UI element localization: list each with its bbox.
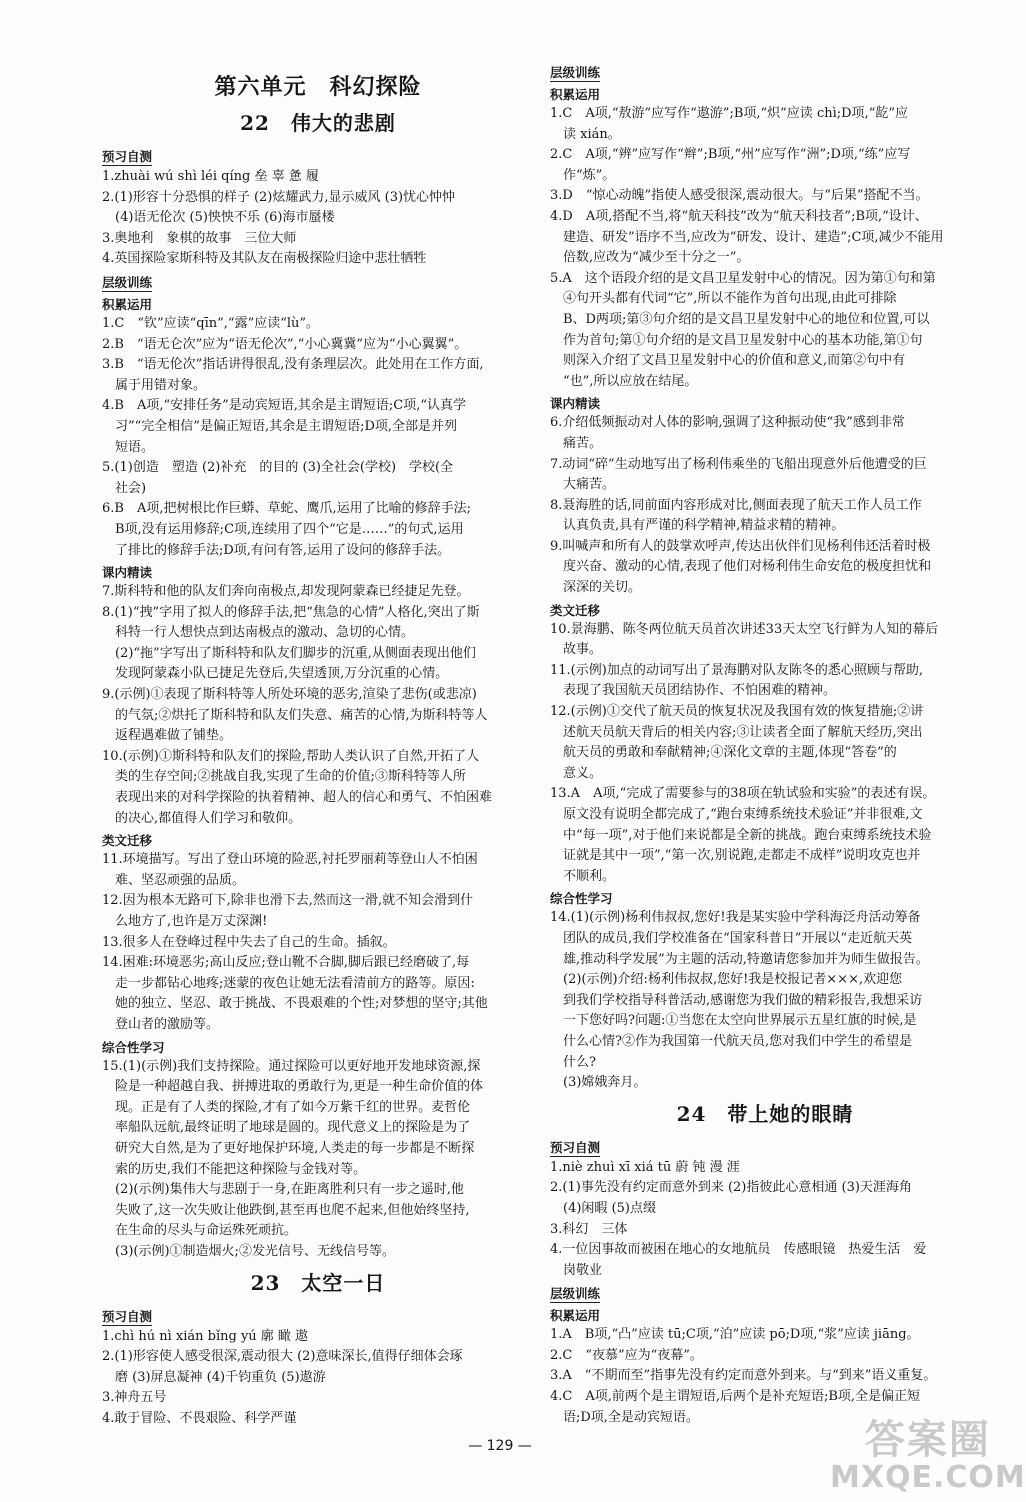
jilei-list-r — [550, 104, 980, 392]
list-item: 5.A 这个语段介绍的是文昌卫星发射中心的情况。因为第①句和第 — [550, 270, 936, 286]
list-item: 短语。 — [102, 439, 155, 455]
list-item: 大痛苦。 — [550, 477, 616, 493]
list-item: 在生命的尽头与命运殊死顽抗。 — [102, 1223, 298, 1239]
list-item: 述航天员航天背后的相关内容;③让读者全面了解航天经历,突出 — [550, 724, 923, 740]
subsection-jilei: 积累运用 — [102, 296, 153, 312]
section-preview: 预习自测 — [102, 149, 153, 164]
list-item: 语;D项,全是动宾短语。 — [550, 1409, 699, 1425]
subsection-leiwen: 类文迁移 — [102, 833, 153, 849]
watermark-line-1: 答案圈 — [864, 1417, 991, 1463]
list-item: 14.(1)(示例)杨利伟叔叔,您好!我是某实验中学科海泛舟活动筹备 — [550, 910, 921, 926]
subsection-jilei-r2: 积累运用 — [550, 1308, 601, 1324]
list-item: (4)闲暇 (5)点缀 — [550, 1200, 656, 1216]
section-training-r2: 层级训练 — [550, 1286, 601, 1302]
list-item: 9.叫喊声和所有人的鼓掌欢呼声,传达出伙伴们见杨利伟还活着时极 — [550, 538, 931, 554]
list-item: 到我们学校指导科普活动,感谢您为我们做的精彩报告,我想采访 — [550, 992, 923, 1008]
subsection-zonghe: 综合性学习 — [102, 1039, 165, 1055]
leiwen-list — [102, 850, 534, 1035]
list-item: 1.C A项,“敖游”应写作“遨游”;B项,“炽”应读 chì;D项,“龁”应 — [550, 106, 908, 121]
list-item: 3.神舟五号 — [102, 1390, 167, 1406]
list-item: 科特一行人想快点到达南极点的激动、急切的心情。 — [102, 625, 415, 641]
list-item: 10.景海鹏、陈冬两位航天员首次讲述33天太空飞行鲜为人知的幕后 — [550, 621, 939, 637]
list-item: 故事。 — [550, 642, 603, 658]
list-item: 3.奥地利 象棋的故事 三位大师 — [102, 230, 297, 246]
list-item: 4.C A项,前两个是主谓短语,后两个是补充短语;B项,全是偏正短 — [550, 1389, 921, 1405]
section-training: 层级训练 — [102, 274, 153, 290]
list-item: 深深的关切。 — [550, 580, 642, 596]
list-item: 1.chì hú nì xián bǐng yú 廓 瞰 遨 — [102, 1328, 309, 1344]
list-item: 8.聂海胜的话,同前面内容形成对比,侧面表现了航天工作人员工作 — [550, 497, 922, 513]
list-item: 2.(1)形容十分恐惧的样子 (2)炫耀武力,显示威风 (3)忧心忡忡 — [102, 189, 456, 205]
list-item: 则深入介绍了文昌卫星发射中心的价值和意义,而第②句中有 — [550, 353, 906, 369]
left-column — [102, 56, 534, 1429]
list-item: 么地方了,也许是万丈深渊! — [102, 914, 268, 929]
list-item: 雄,推动科学发展”为主题的活动,特邀请您参加并为师生做报告。 — [550, 951, 929, 967]
list-item: 8.(1)“拽”字用了拟人的修辞手法,把“焦急的心情”人格化,突出了斯 — [102, 604, 480, 620]
preview2-list — [102, 1327, 534, 1430]
unit-title: 第六单元 科幻探险 — [214, 74, 422, 100]
list-item: 1.A B项,“凸”应读 tū;C项,“泊”应读 pō;D项,“浆”应读 jiāng。 — [550, 1327, 920, 1343]
list-item: 什么? — [550, 1054, 596, 1070]
list-item: (2)(示例)介绍:杨利伟叔叔,您好!我是校报记者×××,欢迎您 — [550, 972, 903, 988]
list-item: 证就是其中一项”,“第一次,别说跑,走都走不成样”说明攻克也并 — [550, 848, 921, 864]
jilei-list — [102, 314, 534, 561]
list-item: “也”,所以应放在结尾。 — [550, 373, 698, 389]
list-item: 14.困难:环境恶劣;高山反应;登山靴不合脚,脚后跟已经磨破了,每 — [102, 955, 470, 971]
list-item: 3.科幻 三体 — [550, 1221, 628, 1237]
kenei-list — [102, 582, 534, 829]
list-item: 12.因为根本无路可下,除非也滑下去,然而这一滑,就不知会滑到什 — [102, 893, 474, 909]
list-item: 13.A A项,“完成了需要参与的38项在轨试验和实验”的表述有误。 — [550, 786, 936, 802]
list-item: 11.环境描写。写出了登山环境的险恶,衬托罗丽莉等登山人不怕困 — [102, 852, 478, 868]
list-item: 表现出来的对科学探险的执着精神、超人的信心和勇气、不怕困难 — [102, 790, 493, 806]
list-item: 2.(1)形容使人感受很深,震动很大 (2)意味深长,值得仔细体会琢 — [102, 1349, 463, 1365]
list-item: 度兴奋、激动的心情,表现了他们对杨利伟生命安危的极度担忧和 — [550, 559, 932, 575]
list-item: 痛苦。 — [550, 435, 603, 451]
list-item: 发现阿蒙森小队已捷足先登后,失望透顶,万分沉重的心情。 — [102, 666, 449, 682]
list-item: 索的历史,我们不能把这种探险与金钱对等。 — [102, 1161, 367, 1177]
list-item: 的气氛;②烘托了斯科特和队友们失意、痛苦的心情,为斯科特等人 — [102, 707, 488, 723]
list-item: 不顺利。 — [550, 868, 616, 884]
list-item: B项,没有运用修辞;C项,连续用了四个“它是……”的句式,运用 — [102, 521, 464, 537]
list-item: 原文没有说明全都完成了,“跑台束缚系统技术验证”并非很难,文 — [550, 807, 923, 822]
list-item: 属于用错对象。 — [102, 377, 207, 393]
list-item: 6.B A项,把树根比作巨蟒、草蛇、鹰爪,运用了比喻的修辞手法; — [102, 501, 471, 517]
list-item: 登山者的激励等。 — [102, 1016, 220, 1032]
list-item: 4.D A项,搭配不当,将“航天科技”改为“航天科技者”;B项,“设计、 — [550, 208, 928, 224]
list-item: 一下您好吗?问题:①当您在太空向世界展示五星红旗的时候,是 — [550, 1013, 917, 1029]
list-item: 习”“完全相信”是偏正短语,其余是主谓短语;D项,全部是并列 — [102, 418, 458, 434]
list-item: 团队的成员,我们学校准备在“国家科普日”开展以“走近航天英 — [550, 930, 913, 946]
watermark-line-2: MXQE.COM — [830, 1460, 1026, 1495]
list-item: 4.一位因事故而被困在地心的女地航员 传感眼镜 热爱生活 爱 — [550, 1242, 927, 1258]
list-item: B、D两项;第③句介绍的是文昌卫星发射中心的地位和位置,可以 — [550, 311, 930, 327]
list-item: 中“每一项”,对于他们来说都是全新的挑战。跑台束缚系统技术验 — [550, 827, 932, 843]
list-item: (2)“拖”字写出了斯科特和队友们脚步的沉重,从侧面表现出他们 — [102, 645, 476, 661]
list-item: 4.敢于冒险、不畏艰险、科学严谨 — [102, 1410, 297, 1426]
watermark-logo — [830, 1418, 1026, 1494]
list-item: 13.很多人在登峰过程中失去了自己的生命。插叙。 — [102, 934, 396, 950]
list-item: 类的生存空间;②挑战自我,实现了生命的价值;③斯科特等人所 — [102, 769, 466, 785]
list-item: 11.(示例)加点的动词写出了景海鹏对队友陈冬的悉心照顾与帮助, — [550, 662, 923, 678]
preview-list — [102, 167, 534, 270]
list-item: 6.介绍低频振动对人体的影响,强调了这种振动使“我”感到非常 — [550, 415, 905, 431]
zonghe-list-r — [550, 908, 980, 1093]
list-item: (3)嫦娥奔月。 — [550, 1075, 647, 1091]
list-item: 率船队远航,最终证明了地球是圆的。现代意义上的探险是为了 — [102, 1120, 471, 1136]
list-item: 她的独立、坚忍、敢于挑战、不畏艰难的个性;对梦想的坚守;其他 — [102, 996, 488, 1012]
list-item: 2.C “夜慕”应为“夜幕”。 — [550, 1347, 703, 1363]
subsection-kenei: 课内精读 — [102, 565, 153, 581]
list-item: 的决心,都值得人们学习和敬仰。 — [102, 810, 302, 826]
list-item: 7.斯科特和他的队友们奔向南极点,却发现阿蒙森已经捷足先登。 — [102, 584, 470, 600]
lesson-22-title: 22 伟大的悲剧 — [240, 111, 396, 135]
list-item: 1.zhuài wú shì léi qíng 垒 辜 惫 履 — [102, 169, 319, 184]
right-column — [550, 60, 980, 1428]
list-item: 现。正是有了人类的探险,才有了如今万紫千红的世界。麦哲伦 — [102, 1099, 471, 1115]
list-item: 返程遇难做了铺垫。 — [102, 728, 233, 744]
list-item: 表现了我国航天员团结协作、不怕困难的精神。 — [550, 683, 837, 699]
list-item: 失败了,这一次失败让他跌倒,甚至再也爬不起来,但他始终坚持, — [102, 1202, 470, 1218]
list-item: 读 xián。 — [550, 126, 621, 142]
list-item: 社会) — [102, 480, 147, 496]
section-preview-2: 预习自测 — [102, 1308, 153, 1324]
list-item: 2.C A项,“辨”应写作“辫”;B项,“州”应写作“洲”;D项,“练”应写 — [550, 147, 911, 163]
list-item: 3.D “惊心动魄”指使人感受很深,震动很大。与“后果”搭配不当。 — [550, 188, 929, 204]
preview-list-r — [550, 1158, 980, 1282]
subsection-jilei-r: 积累运用 — [550, 87, 601, 102]
section-preview-r: 预习自测 — [550, 1139, 601, 1155]
list-item: 了排比的修辞手法;D项,有问有答,运用了设问的修辞手法。 — [102, 542, 451, 558]
list-item: (2)(示例)集伟大与悲剧于一身,在距离胜利只有一步之遥时,他 — [102, 1182, 464, 1198]
list-item: 12.(示例)①交代了航天员的恢复状况及我国有效的恢复措施;②讲 — [550, 704, 924, 720]
list-item: 7.动词“碎”生动地写出了杨利伟乘坐的飞船出现意外后他遭受的巨 — [550, 456, 927, 472]
leiwen-list-r — [550, 620, 980, 888]
list-item: 倍数,应改为“减少至十分之一”。 — [550, 250, 750, 266]
lesson-24-title: 24 带上她的眼睛 — [676, 1101, 854, 1126]
subsection-leiwen-r: 类文迁移 — [550, 602, 601, 618]
list-item: 研究大自然,是为了更好地保护环境,人类走的每一步都是不断探 — [102, 1140, 475, 1156]
list-item: 9.(示例)①表现了斯科特等人所处环境的恶劣,渲染了悲伤(或悲凉) — [102, 687, 477, 703]
section-training-r: 层级训练 — [550, 65, 601, 80]
kenei-list-r — [550, 413, 980, 598]
list-item: 难、坚忍顽强的品质。 — [102, 872, 246, 888]
list-item: 航天员的勇敢和奉献精神;④深化文章的主题,体现“答卷”的 — [550, 745, 897, 761]
list-item: (4)语无伦次 (5)怏怏不乐 (6)海市蜃楼 — [102, 210, 335, 226]
list-item: 建造、研发”语序不当,应改为“研发、设计、建造”;C项,减少不能用 — [550, 229, 944, 245]
list-item: (3)(示例)①制造烟火;②发光信号、无线信号等。 — [102, 1243, 395, 1259]
zonghe-list — [102, 1057, 534, 1263]
list-item: 作为首句;第①句介绍的是文昌卫星发射中心的基本功能,第①句 — [550, 332, 923, 348]
list-item: 1.C “钦”应读“qīn”,“露”应读“lù”。 — [102, 315, 320, 331]
list-item: 磨 (3)屏息凝神 (4)千钧重负 (5)遨游 — [102, 1369, 326, 1385]
list-item: 2.B “语无仑次”应为“语无伦次”,“小心冀冀”应为“小心翼翼”。 — [102, 336, 468, 352]
list-item: 2.(1)事先没有约定而意外到来 (2)指彼此心意相通 (3)天涯海角 — [550, 1180, 912, 1196]
list-item: 15.(1)(示例)我们支持探险。通过探险可以更好地开发地球资源,探 — [102, 1058, 481, 1074]
list-item: 认真负责,具有严谨的科学精神,精益求精的精神。 — [550, 518, 845, 534]
list-item: 什么心情?②作为我国第一代航天员,您对我们中学生的希望是 — [550, 1033, 913, 1049]
list-item: 4.B A项,“安排任务”是动宾短语,其余是主谓短语;C项,“认真学 — [102, 398, 467, 414]
list-item: 4.英国探险家斯科特及其队友在南极探险归途中悲壮牺牲 — [102, 251, 427, 267]
lesson-23-title: 23 太空一日 — [250, 1270, 386, 1295]
subsection-kenei-r: 课内精读 — [550, 396, 601, 412]
list-item: ④句开头都有代词“它”,所以不能作为首句出现,由此可排除 — [550, 291, 897, 307]
list-item: 意义。 — [550, 765, 603, 781]
list-item: 岗敬业 — [550, 1262, 603, 1278]
list-item: 险是一种超越自我、拼搏进取的勇敢行为,更是一种生命价值的体 — [102, 1079, 484, 1095]
list-item: 3.B “语无伦次”指话讲得很乱,没有条理层次。此处用在工作方面, — [102, 357, 484, 373]
list-item: 3.A “不期而至”指事先没有约定而意外到来。与“到来”语义重复。 — [550, 1368, 937, 1384]
list-item: 5.(1)创造 塑造 (2)补充 的目的 (3)全社会(学校) 学校(全 — [102, 460, 454, 476]
page-number: — 129 — — [468, 1438, 532, 1454]
subsection-zonghe-r: 综合性学习 — [550, 891, 613, 907]
jilei2-list-r — [550, 1325, 980, 1428]
list-item: 走一步都钻心地疼;迷蒙的夜色让她无法看清前方的路等。原因: — [102, 975, 475, 991]
list-item: 10.(示例)①斯科特和队友们的探险,帮助人类认识了自然,开拓了人 — [102, 748, 480, 764]
list-item: 作“炼”。 — [550, 167, 616, 183]
list-item: 1.niè zhuì xī xiá tū 蔚 钝 漫 涯 — [550, 1159, 740, 1175]
